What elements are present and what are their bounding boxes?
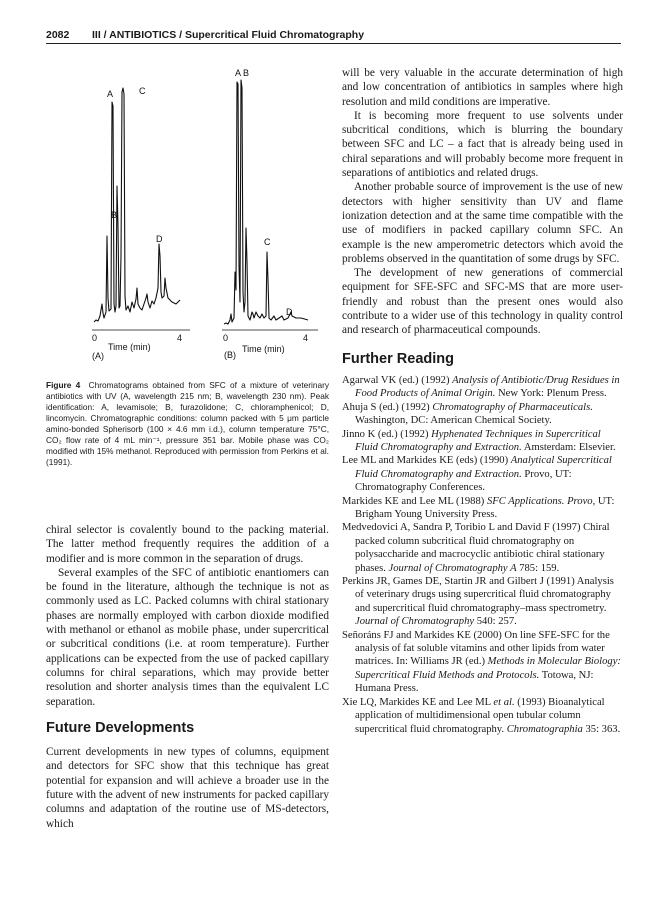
- left-paragraph-2: Several examples of the SFC of antibiotic enantiomers can be found in the literature, although the technique is not as commonly used as LC. Packed columns with chiral stationary phases are normally employed with carbon dioxide modified with methanol or ethanol as mobile phase, under supercritical or subcritical conditions (i.e. at room temperature). Further applications can be expected from the use of packed capillary columns for chiral separations, which may provide better resolution and shorter analysis times than the equivalent LC separation.: [46, 566, 329, 708]
- section-heading-further-reading: Further Reading: [342, 350, 454, 367]
- peak-label-ab: A B: [235, 68, 250, 78]
- reference-item: Lee ML and Markides KE (eds) (1990) Analytical Supercritical Fluid Chromatography and Extraction. Provo, UT: Chromatography Conferences.: [342, 455, 612, 494]
- panel-label-a: (A): [92, 351, 104, 361]
- chromatogram-trace-a: [94, 88, 180, 322]
- tick-end-a: 4: [177, 333, 183, 343]
- tick-start-b: 0: [223, 333, 229, 343]
- left-paragraph-1: chiral selector is covalently bound to the packing material. The latter method frequently requires the addition of a modifier and is more common in the separation of drugs.: [46, 524, 329, 565]
- right-paragraph-2: It is becoming more frequent to use solvents under subcritical conditions, which is blurring the boundary between SFC and LC – a fact that is already being used in chiral separations and will probably become more frequent in separations of antibiotics and related drugs.: [342, 109, 623, 180]
- chromatogram-figure: [46, 66, 331, 376]
- reference-item: Perkins JR, Games DE, Startin JR and Gilbert J (1991) Analysis of veterinary drugs using supercritical fluid chromatography and supercritical fluid chromatography–mass spectrometry. Journal of Chromatography 540: 257.: [342, 576, 614, 628]
- right-paragraph-4: The development of new generations of commercial equipment for SFE-SFC and SFC-MS that are more user-friendly and robust than the present ones would also contribute to a wider use of this technology in quality control and research of pharmaceutical compounds.: [342, 267, 623, 337]
- figure-caption: [46, 380, 329, 468]
- right-column: [342, 66, 623, 736]
- figure-caption-label: Figure 4: [46, 380, 81, 390]
- header-rule: [46, 43, 621, 44]
- left-column: [46, 523, 329, 831]
- figure-caption-text: Chromatograms obtained from SFC of a mixture of veterinary antibiotics with UV (A, wavelength 215 nm; B, wavelength 230 nm). Peak identification: A, levamisole; B, furazolidone; C, chloramphenicol; D, lincomycin. Chromatographic conditions: column packed with 5 μm particle amino-bonded Spherisorb (100 × 4.6 mm i.d.), column temperature 75°C, CO₂ flow rate of 4 mL min⁻¹, pressure 351 bar. Mobile phase was CO₂ modified with 15% methanol. Reproduced with permission from Perkins et al. (1991).: [46, 380, 329, 467]
- peak-label-a: A: [107, 89, 114, 99]
- right-paragraph-3: Another probable source of improvement is the use of new detectors with higher sensitivity than UV and flame ionization detection and at the same time compatible with the use of modifiers in packed capillary column SFC. An example is the new amperometric detectors which avoid the problems observed in the quantitation of some drugs by SFC.: [342, 181, 623, 265]
- axis-label-b: Time (min): [242, 344, 285, 354]
- section-heading-future-developments: Future Developments: [46, 719, 195, 736]
- peak-label-d-b: D: [286, 307, 293, 317]
- axis-label-a: Time (min): [108, 342, 151, 352]
- panel-label-b: (B): [224, 350, 236, 360]
- reference-item: Ahuja S (ed.) (1992) Chromatography of Pharmaceuticals. Washington, DC: American Chemical Society.: [342, 401, 593, 427]
- reference-item: Markides KE and Lee ML (1988) SFC Applications. Provo, UT: Brigham Young University Press.: [342, 495, 615, 520]
- reference-list: [342, 374, 623, 736]
- running-title: III / ANTIBIOTICS / Supercritical Fluid Chromatography: [92, 29, 365, 41]
- peak-label-b: B: [111, 210, 118, 220]
- left-paragraph-3: Current developments in new types of columns, equipment and detectors for SFC show that this technique has great potential for expansion and will achieve a broader use in the future with the advent of new instruments for packed capillary columns and adaptation of the routine use of MS-detectors, which: [46, 746, 329, 830]
- page-number: 2082: [46, 29, 70, 41]
- running-header: [46, 26, 621, 44]
- tick-start-a: 0: [92, 333, 98, 343]
- reference-item: Señoráns FJ and Markides KE (2000) On line SFE-SFC for the analysis of fat soluble vitamins and other lipids from water matrices. In: Williams JR (ed.) Methods in Molecular Biology: Supercritical Fluid Methods and Protocols. Totowa, NJ: Humana Press.: [342, 629, 621, 695]
- peak-label-d: D: [156, 234, 163, 244]
- peak-label-c: C: [139, 86, 146, 96]
- tick-end-b: 4: [303, 333, 309, 343]
- reference-item: Jinno K (ed.) (1992) Hyphenated Techniques in Supercritical Fluid Chromatography and Extraction. Amsterdam: Elsevier.: [342, 428, 616, 453]
- reference-item: Medvedovici A, Sandra P, Toribio L and David F (1997) Chiral packed column subcritical fluid chromatography on polysaccharide and macrocyclic antibiotic chiral stationary phases. Journal of Chromatography A 785: 159.: [342, 522, 610, 574]
- right-paragraph-1: will be very valuable in the accurate determination of high and low concentration of antibiotics in samples where high resolution and mild conditions are imperative.: [342, 67, 623, 108]
- chromatogram-trace-b: [224, 80, 308, 324]
- reference-item: Xie LQ, Markides KE and Lee ML et al. (1993) Bioanalytical application of multidimensional open tubular column supercritical fluid chromatography. Chromatographia 35: 363.: [342, 696, 621, 735]
- reference-item: Agarwal VK (ed.) (1992) Analysis of Antibiotic/Drug Residues in Food Products of Animal Origin. New York: Plenum Press.: [342, 374, 620, 400]
- figure-4: [46, 66, 331, 376]
- peak-label-c-b: C: [264, 237, 271, 247]
